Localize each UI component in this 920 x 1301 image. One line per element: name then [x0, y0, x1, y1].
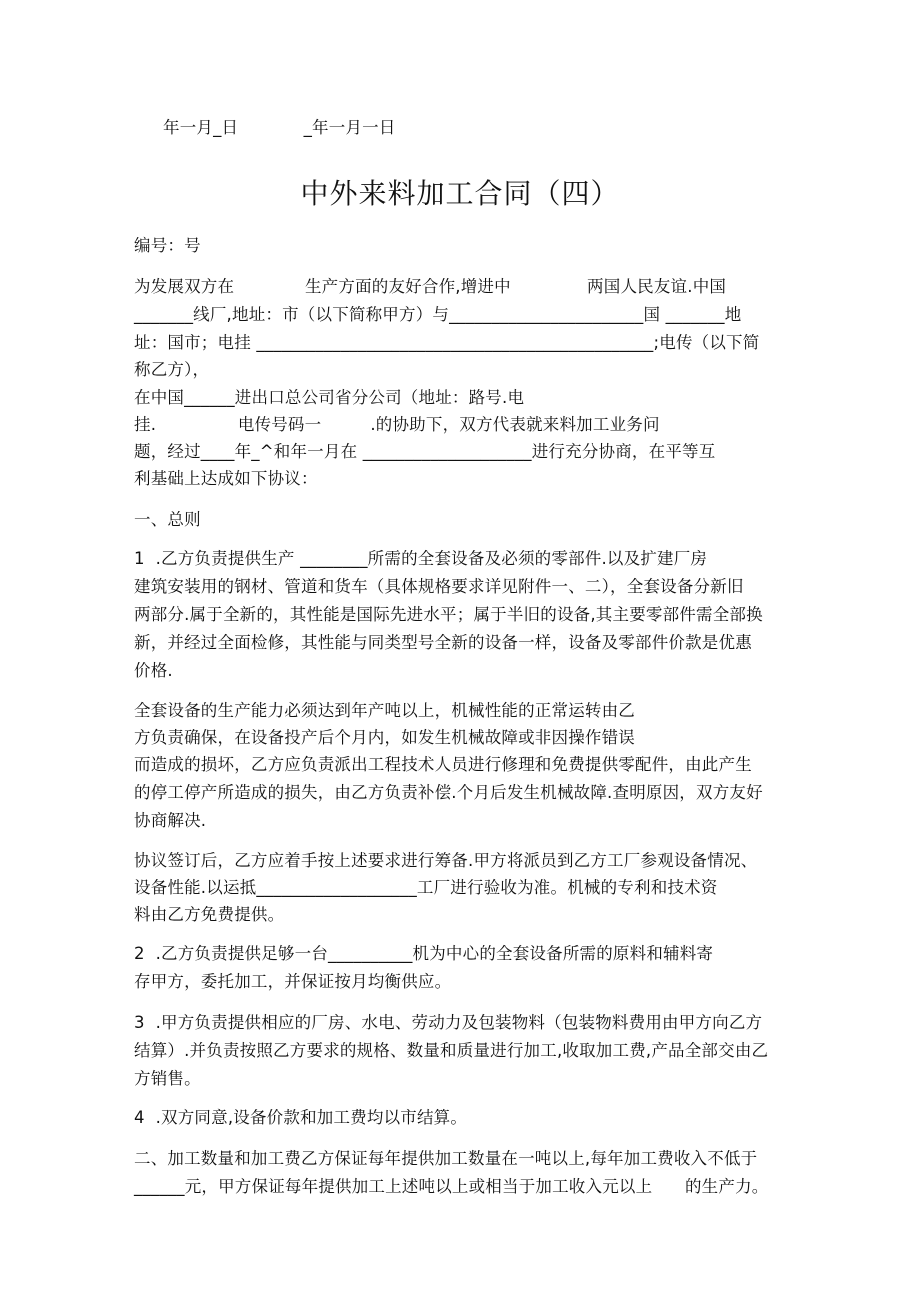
section-2-line: ______元，甲方保证每年提供加工上述吨以上或相当于加工收入元以上 的生产力。	[134, 1177, 769, 1196]
section-2-line: 二、加工数量和加工费乙方保证每年提供加工数量在一吨以上,每年加工费收入不低于	[134, 1149, 758, 1168]
preamble-line: 在中国______进出口总公司省分公司（地址：路号.电	[134, 388, 525, 407]
clause-1-line: 1 .乙方负责提供生产 ________所需的全套设备及必须的零部件.以及扩建厂房	[134, 549, 708, 568]
section-heading-general: 一、总则	[134, 510, 201, 529]
clause-3-line: 结算）.并负责按照乙方要求的规格、数量和质量进行加工,收取加工费,产品全部交由乙	[134, 1041, 769, 1060]
clause-1-para2-line: 方负责确保，在设备投产后个月内，如发生机械故障或非因操作错误	[134, 728, 635, 747]
clause-1-para2-line: 而造成的损坏，乙方应负责派出工程技术人员进行修理和免费提供零配件，由此产生	[134, 755, 752, 774]
clause-1-line: 新，并经过全面检修，其性能与同类型号全新的设备一样，设备及零部件价款是优惠	[134, 633, 752, 652]
clause-3-line: 方销售。	[134, 1069, 201, 1088]
document-title: 中外来料加工合同（四）	[300, 177, 620, 210]
preamble-line: 为发展双方在 生产方面的友好合作,增进中 两国人民友谊.中国	[134, 277, 727, 296]
date-line: 年一月_日 _年一月一日	[163, 118, 396, 137]
preamble-line: 题，经过____年_^和年一月在 ____________________进行充分协商，在平等互	[134, 442, 716, 461]
clause-2-line: 存甲方，委托加工，并保证按月均衡供应。	[134, 972, 452, 991]
clause-1-line: 建筑安装用的钢材、管道和货车（具体规格要求详见附件一、二），全套设备分新旧	[134, 577, 744, 596]
clause-1-line: 两部分.属于全新的，其性能是国际先进水平；属于半旧的设备,其主要零部件需全部换	[134, 605, 763, 624]
clause-1-para2-line: 的停工停产所造成的损失，由乙方负责补偿.个月后发生机械故障.查明原因，双方友好	[134, 783, 763, 802]
clause-1-para2-line: 协商解决.	[134, 811, 207, 830]
preamble-line: 址：国市；电挂 _______________________________________________;电传（以下简	[134, 333, 760, 352]
clause-1-para2-line: 全套设备的生产能力必须达到年产吨以上，机械性能的正常运转由乙	[134, 701, 635, 720]
clause-1-para3-line: 协议签订后，乙方应着手按上述要求进行筹备.甲方将派员到乙方工厂参观设备情况、	[134, 851, 758, 870]
preamble-line: 称乙方），	[134, 360, 210, 379]
contract-number-line: 编号：号	[134, 236, 201, 255]
clause-1-line: 价格.	[134, 661, 173, 680]
preamble-line: 利基础上达成如下协议：	[134, 469, 318, 488]
clause-1-para3-line: 料由乙方免费提供。	[134, 905, 285, 924]
preamble-line: 挂. 电传号码一 .的协助下，双方代表就来料加工业务问	[134, 415, 660, 434]
clause-4-line: 4 .双方同意,设备价款和加工费均以市结算。	[134, 1108, 468, 1127]
clause-1-para3-line: 设备性能.以运抵___________________工厂进行验收为准。机械的专利和技术资	[134, 878, 718, 897]
clause-3-line: 3 .甲方负责提供相应的厂房、水电、劳动力及包装物料（包装物料费用由甲方向乙方	[134, 1013, 763, 1032]
preamble-line: _______线厂,地址：市（以下简称甲方）与_______________________国 _______地	[134, 305, 742, 324]
clause-2-line: 2 .乙方负责提供足够一台__________机为中心的全套设备所需的原料和辅料寄	[134, 944, 714, 963]
